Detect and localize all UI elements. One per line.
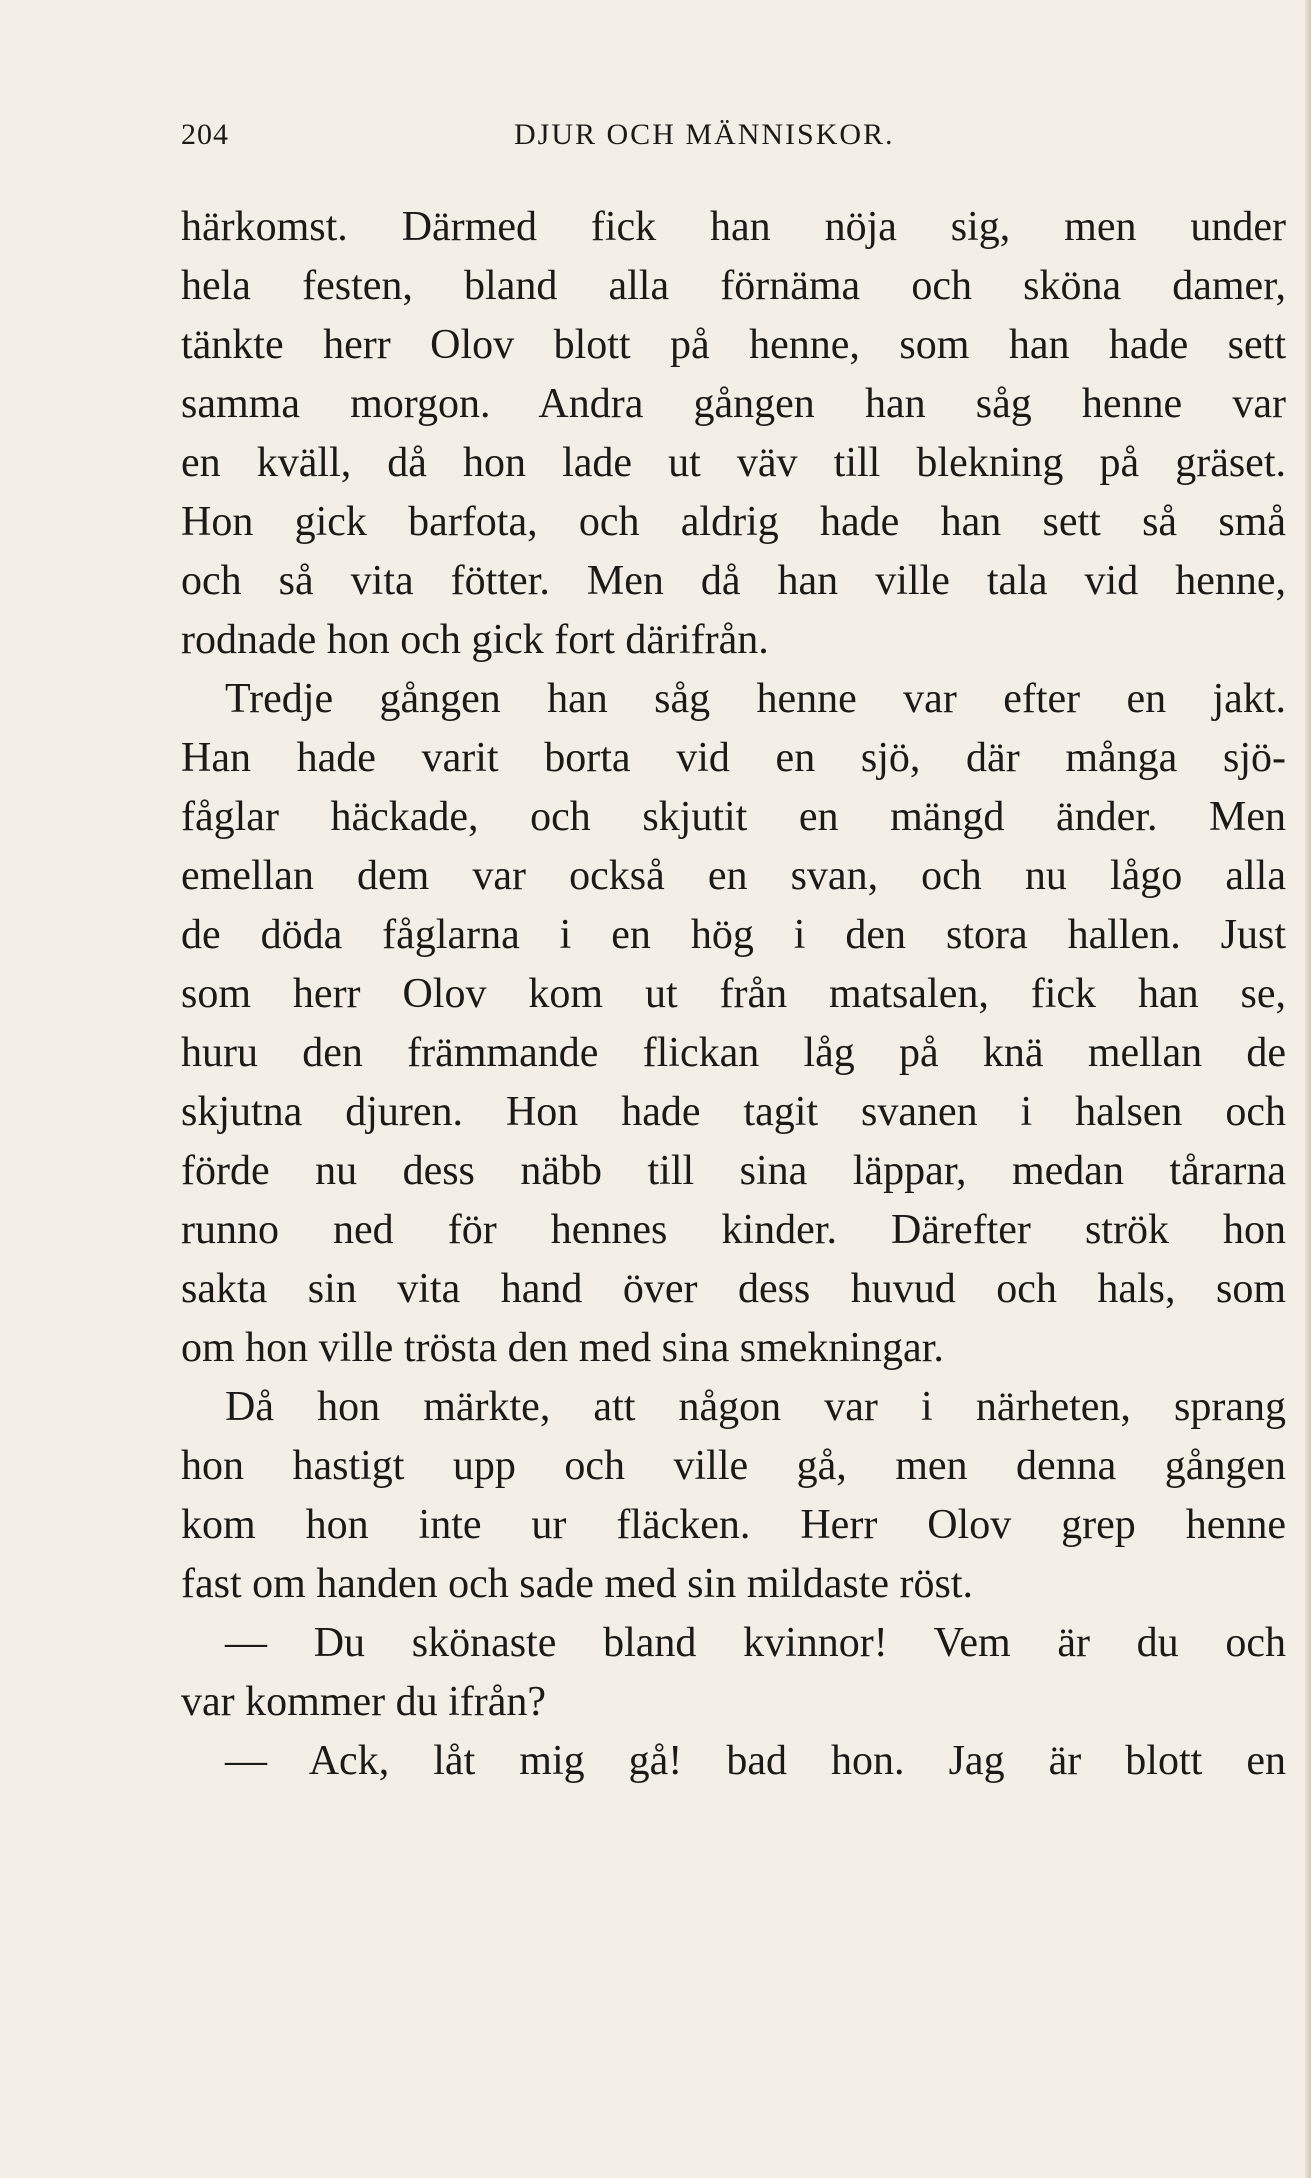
text-line: kom hon inte ur fläcken. Herr Olov grep henne [181, 1502, 1286, 1548]
text-line: förde nu dess näbb till sina läppar, medan tårarna [181, 1148, 1286, 1194]
text-line: skjutna djuren. Hon hade tagit svanen i halsen och [181, 1089, 1286, 1135]
text-line: — Du skönaste bland kvinnor! Vem är du och [225, 1620, 1286, 1666]
text-line: — Ack, låt mig gå! bad hon. Jag är blott en [225, 1738, 1286, 1784]
page-number: 204 [181, 118, 229, 151]
text-line: huru den främmande flickan låg på knä mellan de [181, 1030, 1286, 1076]
text-line: hela festen, bland alla förnäma och sköna damer, [181, 263, 1286, 309]
running-head: DJUR OCH MÄNNISKOR. [514, 118, 895, 151]
page-edge [1305, 0, 1311, 2178]
text-line: Hon gick barfota, och aldrig hade han sett så små [181, 499, 1286, 545]
text-line: som herr Olov kom ut från matsalen, fick han se, [181, 971, 1286, 1017]
text-line: var kommer du ifrån? [181, 1679, 547, 1725]
text-line: Tredje gången han såg henne var efter en jakt. [225, 676, 1286, 722]
text-line: tänkte herr Olov blott på henne, som han hade sett [181, 322, 1286, 368]
page-header [181, 118, 1286, 168]
text-line: Då hon märkte, att någon var i närheten, sprang [225, 1384, 1286, 1430]
text-line: hon hastigt upp och ville gå, men denna gången [181, 1443, 1286, 1489]
body-text [181, 198, 1286, 1791]
text-line: fast om handen och sade med sin mildaste röst. [181, 1561, 973, 1607]
text-line: runno ned för hennes kinder. Därefter strök hon [181, 1207, 1286, 1253]
text-line: fåglar häckade, och skjutit en mängd änder. Men [181, 794, 1286, 840]
text-line: härkomst. Därmed fick han nöja sig, men under [181, 204, 1286, 250]
text-line: rodnade hon och gick fort därifrån. [181, 617, 769, 663]
text-line: Han hade varit borta vid en sjö, där många sjö- [181, 735, 1286, 781]
text-line: samma morgon. Andra gången han såg henne var [181, 381, 1286, 427]
text-line: om hon ville trösta den med sina smekningar. [181, 1325, 944, 1371]
text-line: sakta sin vita hand över dess huvud och hals, som [181, 1266, 1286, 1312]
text-line: och så vita fötter. Men då han ville tala vid henne, [181, 558, 1286, 604]
text-line: de döda fåglarna i en hög i den stora hallen. Just [181, 912, 1286, 958]
text-line: emellan dem var också en svan, och nu lågo alla [181, 853, 1286, 899]
text-line: en kväll, då hon lade ut väv till blekning på gräset. [181, 440, 1286, 486]
